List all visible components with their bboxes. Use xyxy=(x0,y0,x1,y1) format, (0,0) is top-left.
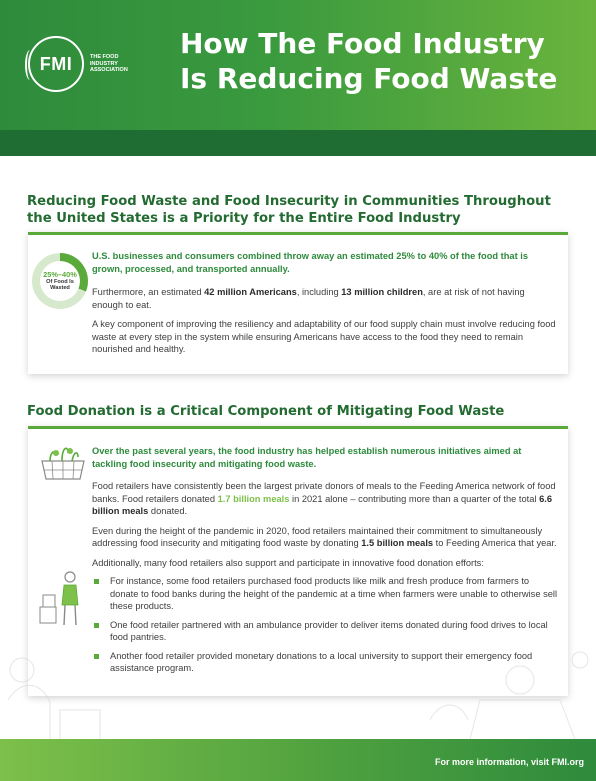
header-banner xyxy=(0,0,596,130)
grocery-basket-icon xyxy=(38,443,88,483)
text-span: donated. xyxy=(148,506,188,516)
footer-banner xyxy=(0,739,596,781)
section1-card xyxy=(28,232,568,374)
section1-heading-line-1: Reducing Food Waste and Food Insecurity in Communities Throughout xyxy=(27,194,551,209)
donut-value: 25%–40% xyxy=(43,269,77,279)
bold-span: 6.6 billion meals xyxy=(92,493,552,516)
bold-span: 1.5 billion meals xyxy=(361,538,434,548)
logo-mark: FMI xyxy=(39,53,73,74)
list-item: For instance, some food retailers purchased food products like milk and fresh produce from farmers to donate to food banks during the height of the pandemic at a time when farmers were unable to otherwise sell these products. xyxy=(92,575,558,613)
text-span: , including xyxy=(296,287,342,297)
text-span: in 2021 alone – contributing more than a quarter of the total xyxy=(289,493,540,504)
section1-heading-line-2: the United States is a Priority for the Entire Food Industry xyxy=(27,211,461,226)
volunteer-with-boxes-icon xyxy=(38,569,90,629)
section1-heading xyxy=(27,193,551,227)
title-line-1: How The Food Industry xyxy=(180,27,545,60)
footer-link[interactable]: For more information, visit FMI.org xyxy=(434,757,584,767)
title-line-2: Is Reducing Food Waste xyxy=(180,62,558,95)
background-line-art xyxy=(0,640,596,739)
section2-heading: Food Donation is a Critical Component of Mitigating Food Waste xyxy=(27,404,505,419)
text-span: Even during the height of the pandemic in 2020, food retailers maintained their commitment to simultaneously addressing food insecurity and mitigating food waste by donating xyxy=(92,525,543,548)
text-span: to Feeding America that year. xyxy=(433,538,557,548)
section1-paragraph-2 xyxy=(92,286,558,311)
section2-paragraph-3: Additionally, many food retailers also support and participate in innovative food donation efforts: xyxy=(92,557,484,568)
section1-paragraph-3: A key component of improving the resiliency and adaptability of our food supply chain must involve reducing food waste at every step in the system while ensuring Americans have access to the food they need to remain nourished and healthy. xyxy=(92,319,556,354)
section1-lead: U.S. businesses and consumers combined throw away an estimated 25% to 40% of the food that is grown, processed, and transported annually. xyxy=(92,251,529,274)
list-item: Another food retailer provided monetary donations to a local university to support their emergency food assistance program. xyxy=(92,650,558,675)
section2-lead: Over the past several years, the food industry has helped establish numerous initiatives aimed at tackling food insecurity and mitigating food waste. xyxy=(92,446,522,469)
fmi-logo-ring-icon xyxy=(28,36,84,92)
donut-label-line-2: Wasted xyxy=(50,285,70,291)
donut-label-line-1: Of Food Is xyxy=(46,278,74,285)
header-divider-band xyxy=(0,130,596,156)
bold-span: 13 million children xyxy=(341,287,423,297)
donut-center xyxy=(40,261,80,301)
text-span: Furthermore, an estimated xyxy=(92,287,205,297)
food-waste-donut-chart xyxy=(32,253,88,309)
list-item: One food retailer partnered with an ambulance provider to deliver items donated during food drives to local food pantries. xyxy=(92,619,558,644)
section2-paragraph-2 xyxy=(92,525,558,550)
page-title xyxy=(180,26,580,96)
fmi-logo[interactable] xyxy=(28,36,140,92)
bold-span: 42 million Americans xyxy=(204,287,297,297)
text-span: Food retailers have consistently been the largest private donors of meals to the Feeding America network of food banks. Food retailers donated xyxy=(92,481,556,504)
section1-body xyxy=(92,250,558,356)
highlight-span: 1.7 billion meals xyxy=(217,493,290,504)
section2-paragraph-1 xyxy=(92,480,558,518)
text-span: , are at risk of not having enough to eat. xyxy=(92,287,525,310)
logo-text: THE FOOD INDUSTRY ASSOCIATION xyxy=(90,54,128,74)
